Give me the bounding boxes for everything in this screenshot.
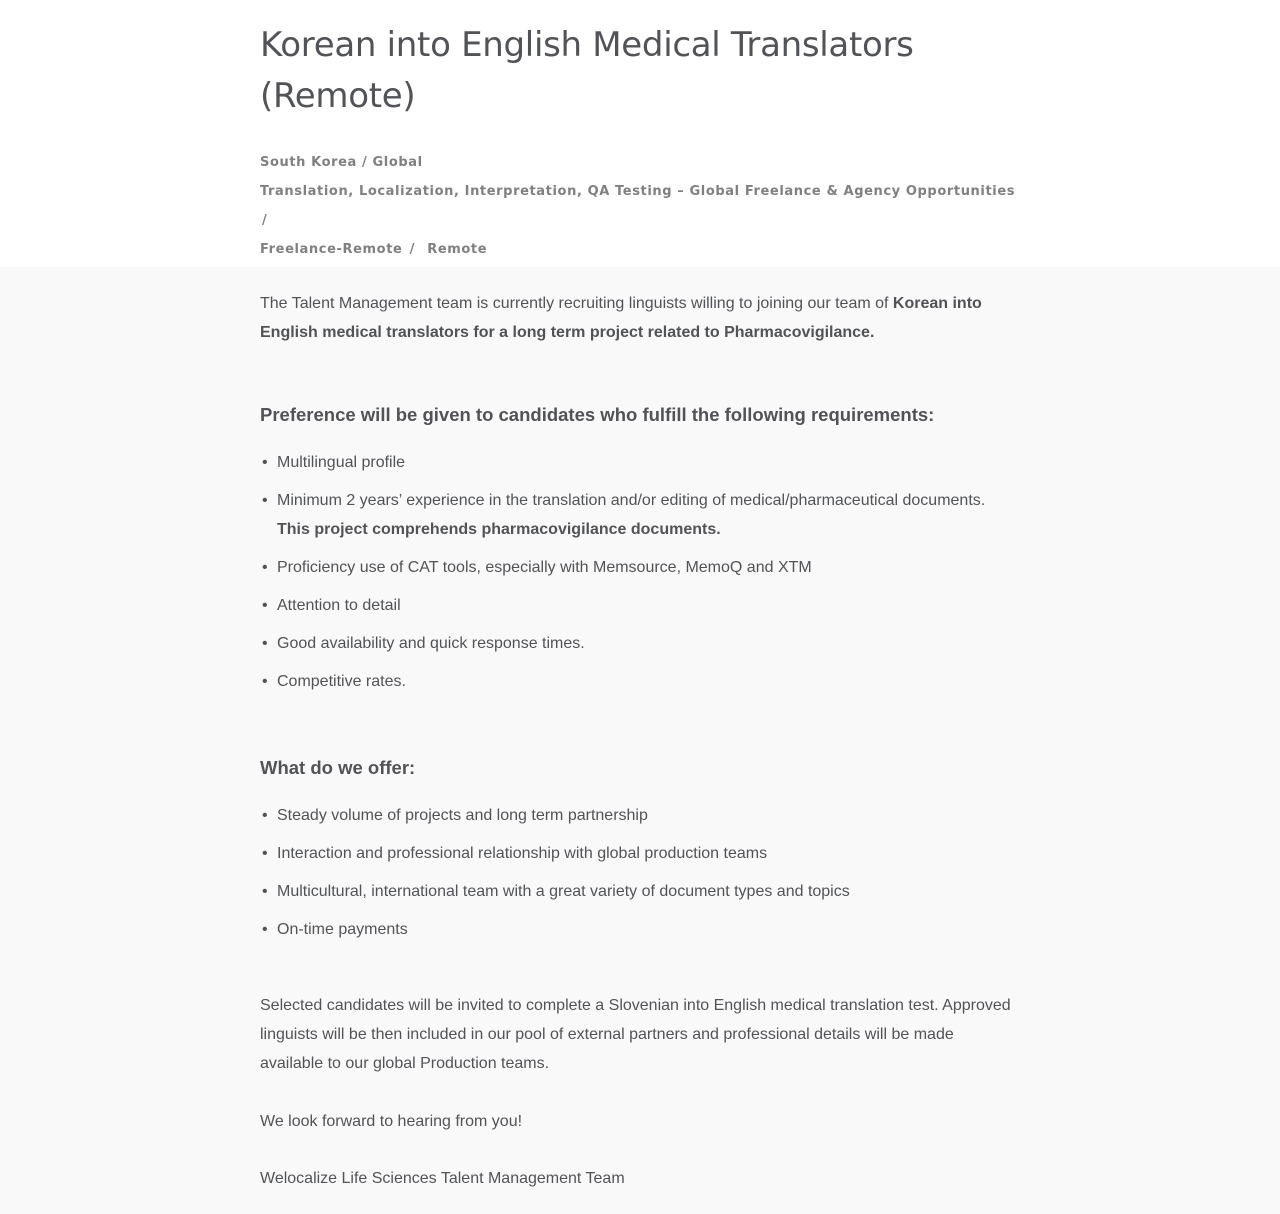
list-item (260, 553, 1020, 582)
location-line (260, 148, 1020, 177)
list-item (260, 448, 1020, 477)
requirements-heading: Preference will be given to candidates who fulfill the following requirements: (260, 404, 935, 425)
item-text: Multicultural, international team with a great variety of document types and topics (277, 883, 850, 900)
item-text: Multilingual profile (277, 454, 406, 471)
item-text: Good availability and quick response times. (277, 635, 585, 652)
list-item (260, 839, 1020, 868)
posting-categories (260, 148, 1020, 264)
bullet: • (262, 492, 268, 509)
job-title: Korean into English Medical Translators (Remote) (260, 25, 914, 116)
workplace-label: Remote (427, 242, 488, 257)
bullet: • (262, 883, 268, 900)
offer-heading: What do we offer: (260, 757, 416, 778)
thanks-paragraph: We look forward to hearing from you! (260, 1113, 523, 1130)
item-text: Minimum 2 years’ experience in the translation and/or editing of medical/pharmaceutical documents. (277, 492, 986, 509)
posting-description (0, 267, 1280, 1193)
item-text: On-time payments (277, 921, 408, 938)
list-item (260, 801, 1020, 830)
item-text: Proficiency use of CAT tools, especially with Memsource, MemoQ and XTM (277, 559, 812, 576)
separator: / (409, 242, 415, 257)
department-line (260, 177, 1020, 235)
item-text: Competitive rates. (277, 673, 406, 690)
list-item (260, 915, 1020, 944)
intro-bold-text: Korean into English medical translators for a long term project related to Pharmacovigilance. (260, 295, 982, 341)
bullet: • (262, 921, 268, 938)
list-item (260, 629, 1020, 658)
item-bold-text: This project comprehends pharmacovigilance documents. (277, 521, 721, 538)
list-item (260, 877, 1020, 906)
bullet: • (262, 673, 268, 690)
list-item (260, 667, 1020, 696)
separator: / (262, 213, 268, 228)
intro-paragraph (260, 289, 1020, 347)
item-text: Steady volume of projects and long term partnership (277, 807, 648, 824)
item-text: Interaction and professional relationship with global production teams (277, 845, 768, 862)
posting-header (0, 0, 1280, 267)
department-label: Translation, Localization, Interpretation, QA Testing – Global Freelance & Agency Opportunities (260, 184, 1016, 199)
bullet: • (262, 559, 268, 576)
bullet: • (262, 845, 268, 862)
intro-text: The Talent Management team is currently recruiting linguists willing to joining our team of (260, 295, 893, 312)
offer-list (260, 801, 1020, 944)
bullet: • (262, 597, 268, 614)
commitment-label: Freelance-Remote (260, 242, 403, 257)
bullet: • (262, 807, 268, 824)
commitment-line (260, 235, 1020, 264)
bullet: • (262, 635, 268, 652)
requirements-list (260, 448, 1020, 696)
list-item (260, 591, 1020, 620)
item-text: Attention to detail (277, 597, 401, 614)
bullet: • (262, 454, 268, 471)
signature: Welocalize Life Sciences Talent Management Team (260, 1170, 625, 1187)
closing-paragraph: Selected candidates will be invited to complete a Slovenian into English medical translation test. Approved linguists will be then included in our pool of external partners and professional details will be made available to our global Production teams. (260, 997, 1011, 1072)
location-label: South Korea / Global (260, 155, 423, 170)
list-item (260, 486, 1020, 544)
